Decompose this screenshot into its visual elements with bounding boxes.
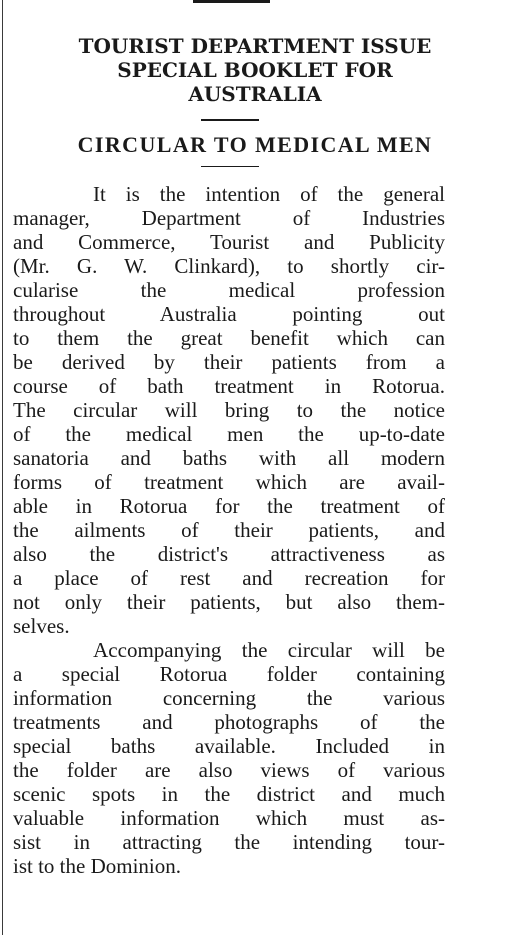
text-line: sanatoria and baths with all modern (13, 446, 445, 470)
text-line: cularise the medical profession (13, 278, 445, 302)
text-line: Accompanying the circular will be (13, 638, 445, 662)
text-line: the ailments of their patients, and (13, 518, 445, 542)
text-line: sist in attracting the intending tour- (13, 830, 445, 854)
text-line: the folder are also views of various (13, 758, 445, 782)
text-line: also the district's attractiveness as (13, 542, 445, 566)
text-line: not only their patients, but also them- (13, 590, 445, 614)
text-line: ist to the Dominion. (13, 854, 181, 878)
text-line: able in Rotorua for the treatment of (13, 494, 445, 518)
text-line: (Mr. G. W. Clinkard), to shortly cir- (13, 254, 445, 278)
text-line: course of bath treatment in Rotorua. (13, 374, 445, 398)
text-line: forms of treatment which are avail- (13, 470, 445, 494)
headline-divider (201, 119, 259, 121)
text-line: to them the great benefit which can (13, 326, 445, 350)
text-line: be derived by their patients from a (13, 350, 445, 374)
text-line: It is the intention of the general (13, 182, 445, 206)
headline-line-1: TOURIST DEPARTMENT ISSUE (78, 34, 432, 58)
text-line: scenic spots in the district and much (13, 782, 445, 806)
text-line: selves. (13, 614, 70, 638)
headline-line-2: SPECIAL BOOKLET FOR (117, 58, 393, 82)
headline-line-3: AUSTRALIA (188, 82, 322, 106)
text-line: throughout Australia pointing out (13, 302, 445, 326)
text-line: valuable information which must as- (13, 806, 445, 830)
text-line: a special Rotorua folder containing (13, 662, 445, 686)
text-line: treatments and photographs of the (13, 710, 445, 734)
subheadline-divider (201, 166, 259, 167)
column-left-rule (2, 0, 3, 935)
text-line: The circular will bring to the notice (13, 398, 445, 422)
text-line: information concerning the various (13, 686, 445, 710)
text-line: special baths available. Included in (13, 734, 445, 758)
text-line: a place of rest and recreation for (13, 566, 445, 590)
subheadline: CIRCULAR TO MEDICAL MEN (77, 132, 433, 157)
top-rule (193, 0, 270, 3)
text-line: manager, Department of Industries (13, 206, 445, 230)
text-line: and Commerce, Tourist and Publicity (13, 230, 445, 254)
text-line: of the medical men the up-to-date (13, 422, 445, 446)
